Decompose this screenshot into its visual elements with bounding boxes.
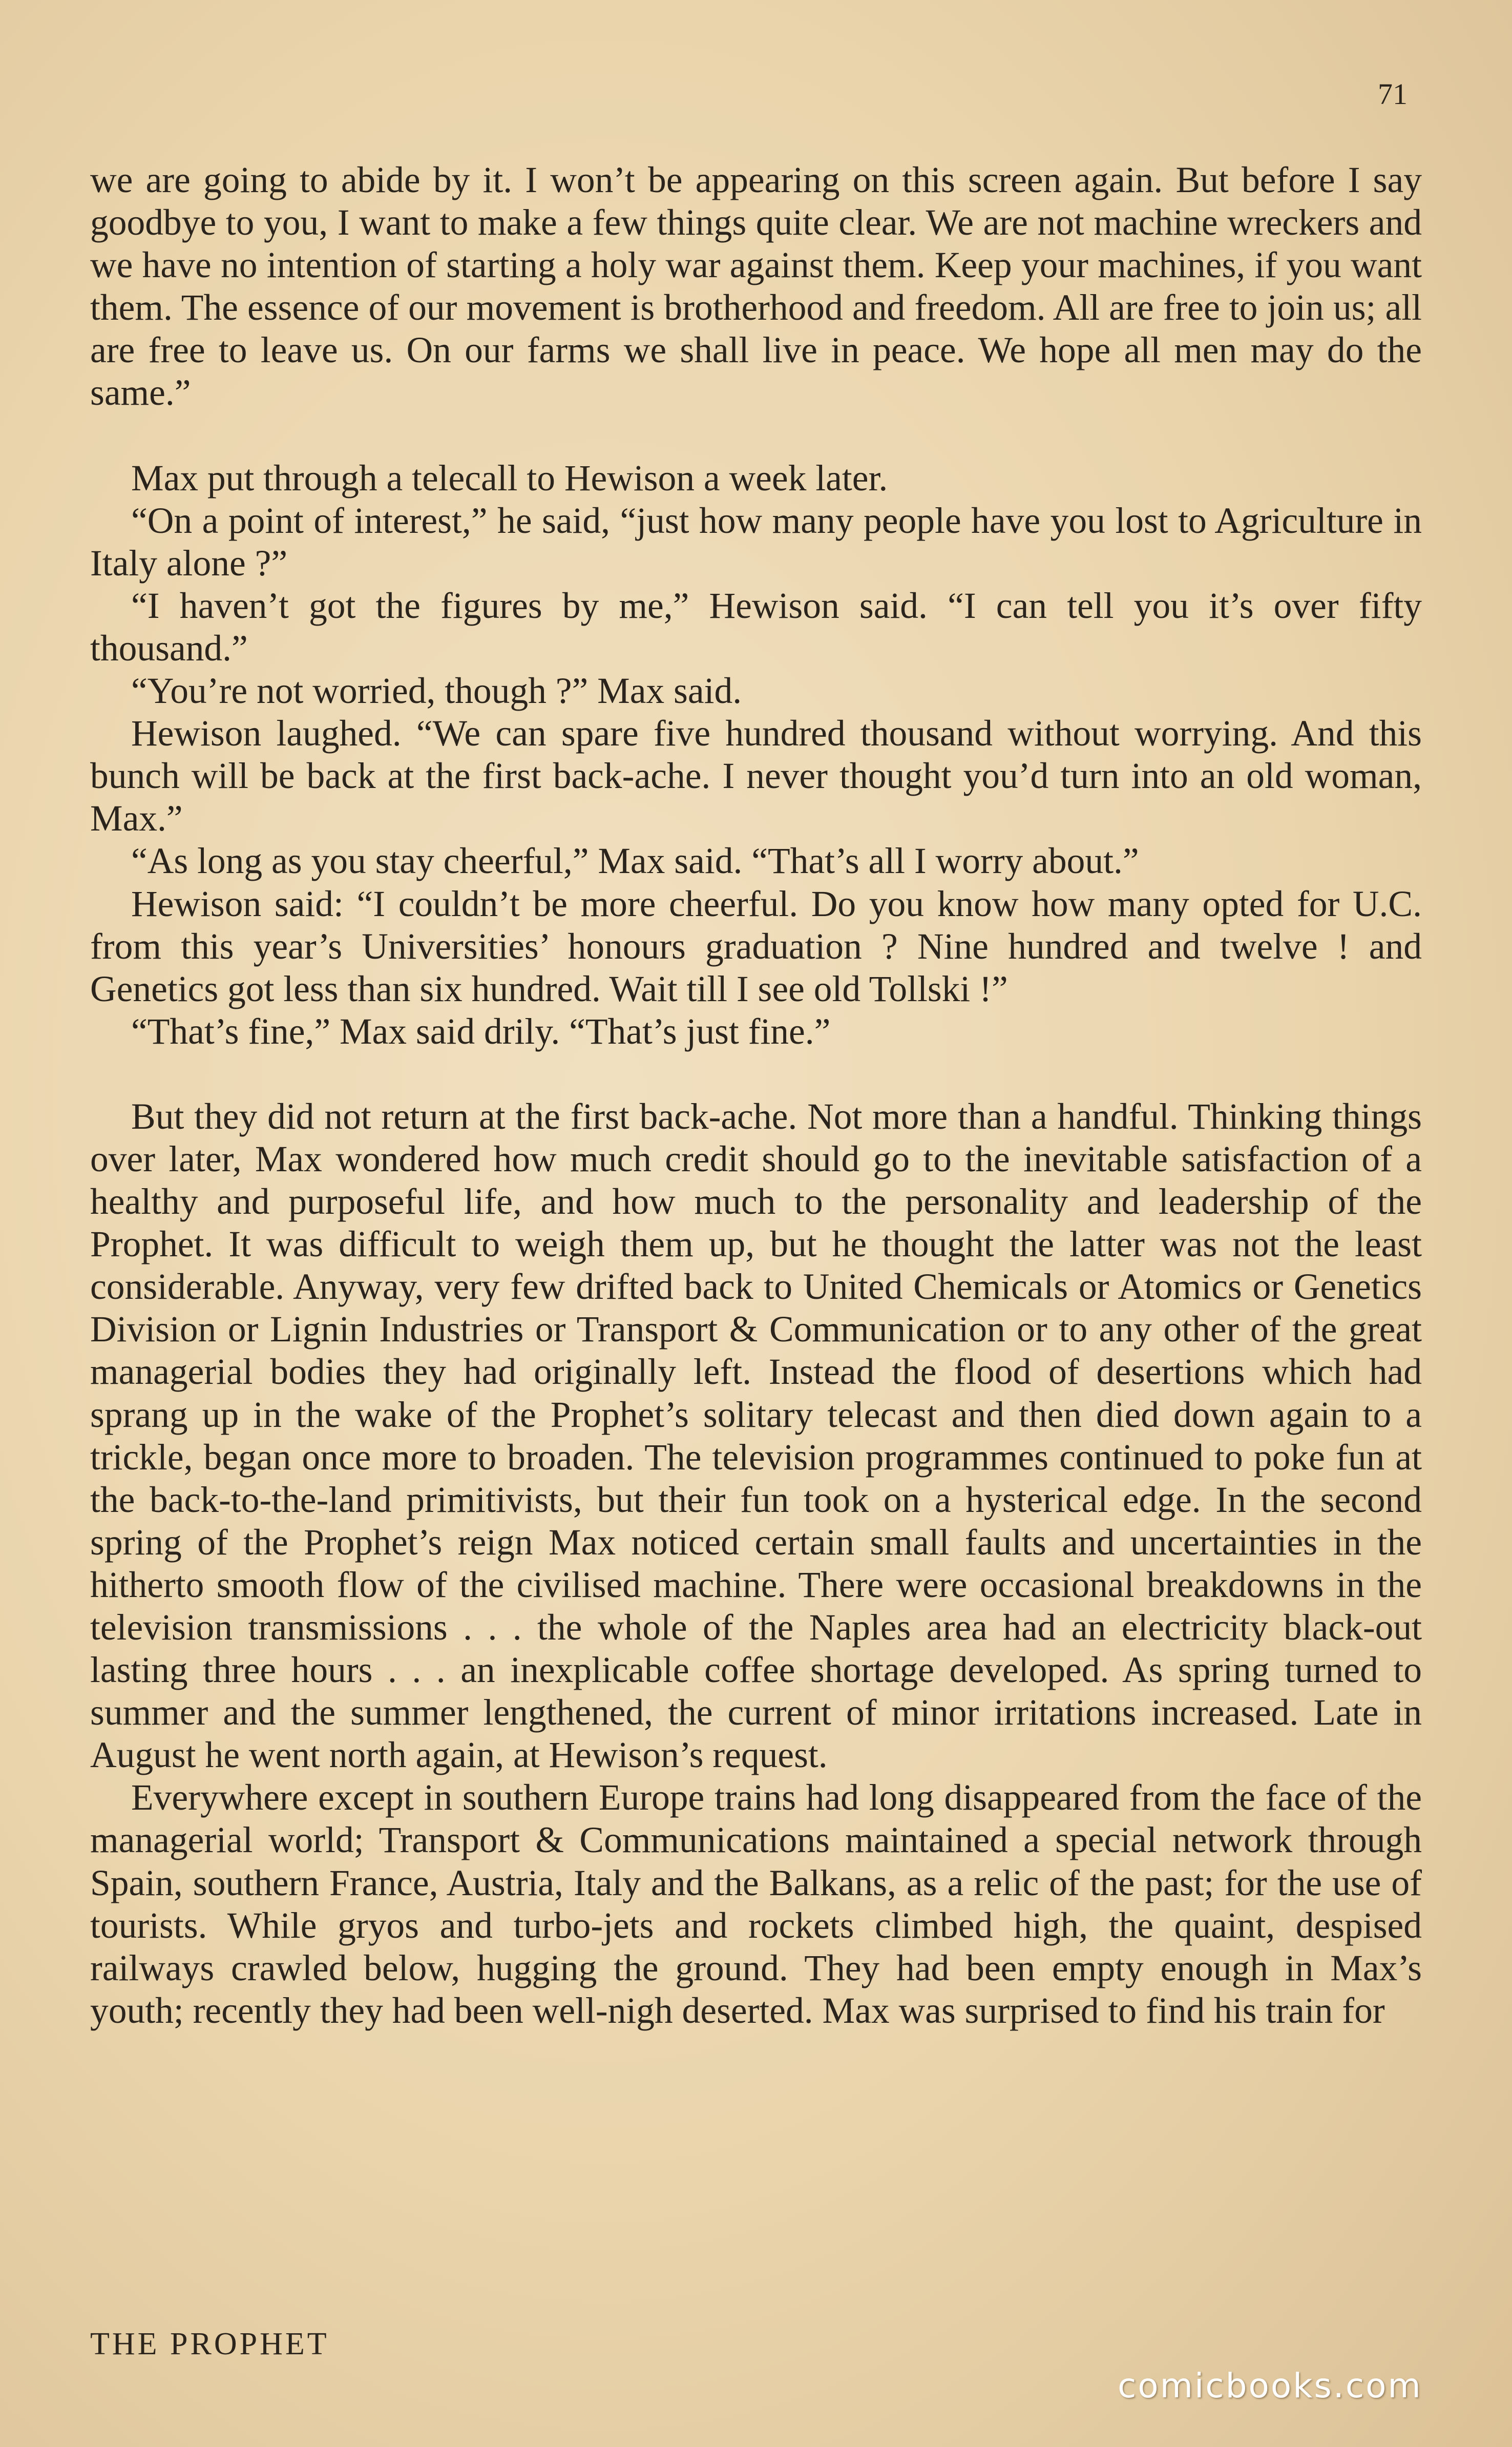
paragraph: “On a point of interest,” he said, “just how many people have you lost to Agriculture in Italy alone ?” — [90, 500, 1422, 584]
page-number: 71 — [1378, 77, 1408, 111]
paragraph: “I haven’t got the figures by me,” Hewison said. “I can tell you it’s over fifty thousand.” — [90, 585, 1422, 669]
watermark: comicbooks.com — [1118, 2366, 1422, 2405]
paragraph: But they did not return at the first back-ache. Not more than a handful. Thinking things over later, Max wondered how much credit should go to the inevitable satisfaction of a healthy and purposeful life, and how much to the personality and leadership of the Prophet. It was difficult to weigh them up, but he thought the latter was not the least considerable. Anyway, very few drifted back to United Chemicals or Atomics or Genetics Division or Lignin Industries or Transport & Communication or to any other of the great managerial bodies they had originally left. Instead the flood of desertions which had sprang up in the wake of the Prophet’s solitary telecast and then died down again to a trickle, began once more to broaden. The television programmes continued to poke fun at the back-to-the-land primitivists, but their fun took on a hysterical edge. In the second spring of the Prophet’s reign Max noticed certain small faults and uncertainties in the hitherto smooth flow of the civilised machine. There were occasional breakdowns in the television transmissions . . . the whole of the Naples area had an electricity black-out lasting three hours . . . an inexplicable coffee shortage developed. As spring turned to summer and the summer lengthened, the current of minor irritations increased. Late in August he went north again, at Hewison’s request. — [90, 1096, 1422, 1776]
paragraph: Everywhere except in southern Europe trains had long disappeared from the face of the managerial world; Transport & Communications maintained a special network through Spain, southern France, Austria, Italy and the Balkans, as a relic of the past; for the use of tourists. While gryos and turbo-jets and rockets climbed high, the quaint, despised railways crawled below, hugging the ground. They had been empty enough in Max’s youth; recently they had been well-nigh deserted. Max was surprised to find his train for — [90, 1777, 1422, 2031]
running-foot: THE PROPHET — [90, 2327, 329, 2361]
paragraph: Hewison laughed. “We can spare five hundred thousand without worrying. And this bunch will be back at the first back-ache. I never thought you’d turn into an old woman, Max.” — [90, 713, 1422, 839]
body-text — [90, 159, 1422, 2032]
paragraph: “That’s fine,” Max said drily. “That’s just fine.” — [131, 1011, 831, 1052]
paragraph: “You’re not worried, though ?” Max said. — [131, 671, 742, 712]
paragraph: Hewison said: “I couldn’t be more cheerful. Do you know how many opted for U.C. from this year’s Universities’ honours graduation ? Nine hundred and twelve ! and Genetics got less than six hundred. Wait till I see old Tollski !” — [90, 883, 1422, 1009]
paragraph: “As long as you stay cheerful,” Max said. “That’s all I worry about.” — [131, 841, 1139, 882]
paragraph: Max put through a telecall to Hewison a week later. — [131, 458, 888, 499]
paragraph: we are going to abide by it. I won’t be appearing on this screen again. But before I say goodbye to you, I want to make a few things quite clear. We are not machine wreckers and we have no intention of starting a holy war against them. Keep your machines, if you want them. The essence of our movement is brotherhood and freedom. All are free to join us; all are free to leave us. On our farms we shall live in peace. We hope all men may do the same.” — [90, 160, 1422, 413]
